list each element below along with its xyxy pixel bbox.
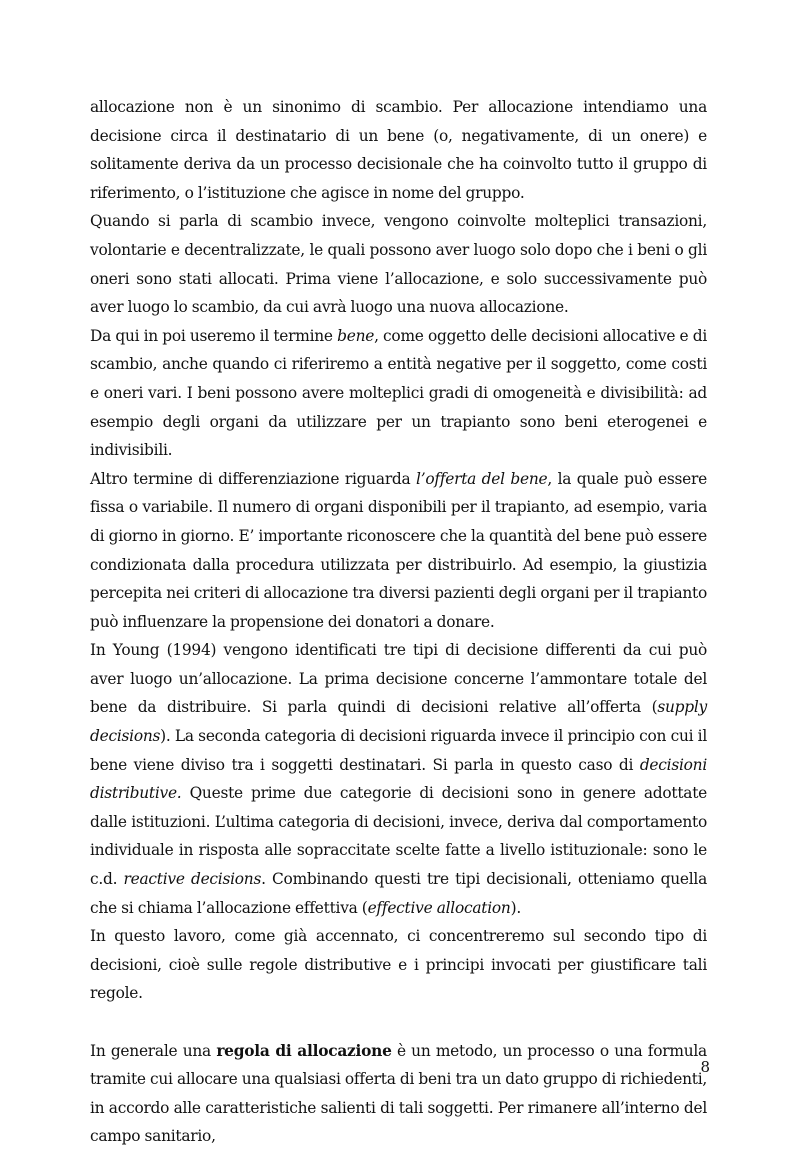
italic-term: l’offerta del bene [416,469,548,488]
text-run: Quando si parla di scambio invece, vengono coinvolte molteplici transazioni, volontarie e decentralizzate, le quali possono aver luogo solo dopo che i beni o gli oneri sono stati allocati. Prima viene l’allocazione, e solo successivamente può aver luogo lo scambio, da cui avrà luogo una nuova allocazione. [90,212,707,317]
text-run: In Young (1994) vengono identificati tre tipi di decisione differenti da cui può aver luogo un’allocazione. La prima decisione concerne l’ammontare totale del bene da distribuire. Si parla quindi di decisioni relative all’offerta ( [90,641,707,717]
paragraph-5 [90,636,707,922]
paragraph-2 [90,207,707,321]
paragraph-1 [90,93,707,207]
document-body [90,93,707,1151]
italic-term: supply decisions [90,698,707,746]
text-run: allocazione non è un sinonimo di scambio. Per allocazione intendiamo una decisione circa il destinatario di un bene (o, negativamente, di un onere) e solitamente deriva da un processo decisionale che ha coinvolto tutto il gruppo di riferimento, o l’istituzione che agisce in nome del gruppo. [90,98,707,202]
paragraph-7 [90,1037,707,1151]
text-run: Da qui in poi useremo il termine [90,326,338,345]
paragraph-6 [90,922,707,1008]
text-run: Altro termine di differenziazione riguarda [90,469,417,488]
text-run: In generale una [90,1041,217,1060]
text-run: , come oggetto delle decisioni allocative e di scambio, anche quando ci riferiremo a entità negative per il soggetto, come costi e oneri vari. I beni possono avere molteplici gradi di omogeneità e divisibilità: ad esempio degli organi da utilizzare per un trapianto sono beni eterogenei e indivisibili. [90,326,707,460]
italic-term: decisioni distributive. [90,755,707,803]
text-run: ). [510,898,521,917]
italic-term: reactive decisions [123,870,262,889]
paragraph-4 [90,465,707,637]
italic-term: bene [337,326,375,345]
bold-term: regola di allocazione [216,1041,392,1060]
text-run: . Combinando questi tre tipi decisionali, otteniamo quella che si chiama l’allocazione effettiva ( [90,870,708,917]
text-run: ). La seconda categoria di decisioni riguarda invece il principio con cui il bene viene diviso tra i soggetti destinatari. Si parla in questo caso di [90,727,707,774]
text-run: è un metodo, un processo o una formula tramite cui allocare una qualsiasi offerta di beni tra un dato gruppo di richiedenti, in accordo alle caratteristiche salienti di tali soggetti. Per rimanere all’interno del campo sanitario, [90,1041,708,1146]
page-number: 8 [700,1058,710,1076]
paragraph-3 [90,322,707,465]
text-run: In questo lavoro, come già accennato, ci concentreremo sul secondo tipo di decisioni, cioè sulle regole distributive e i principi invocati per giustificare tali regole. [90,927,707,1003]
italic-term: effective allocation [367,898,511,917]
text-run: Queste prime due categorie di decisioni sono in genere adottate dalle istituzioni. L’ultima categoria di decisioni, invece, deriva dal comportamento individuale in risposta alle sopraccitate scelte fatte a livello istituzionale: sono le c.d. [90,784,707,889]
text-run: , la quale può essere fissa o variabile. Il numero di organi disponibili per il trapianto, ad esempio, varia di giorno in giorno. E’ importante riconoscere che la quantità del bene può essere condizionata dalla procedura utilizzata per distribuirlo. Ad esempio, la giustizia percepita nei criteri di allocazione tra diversi pazienti degli organi per il trapianto può influenzare la propensione dei donatori a donare. [90,469,707,631]
